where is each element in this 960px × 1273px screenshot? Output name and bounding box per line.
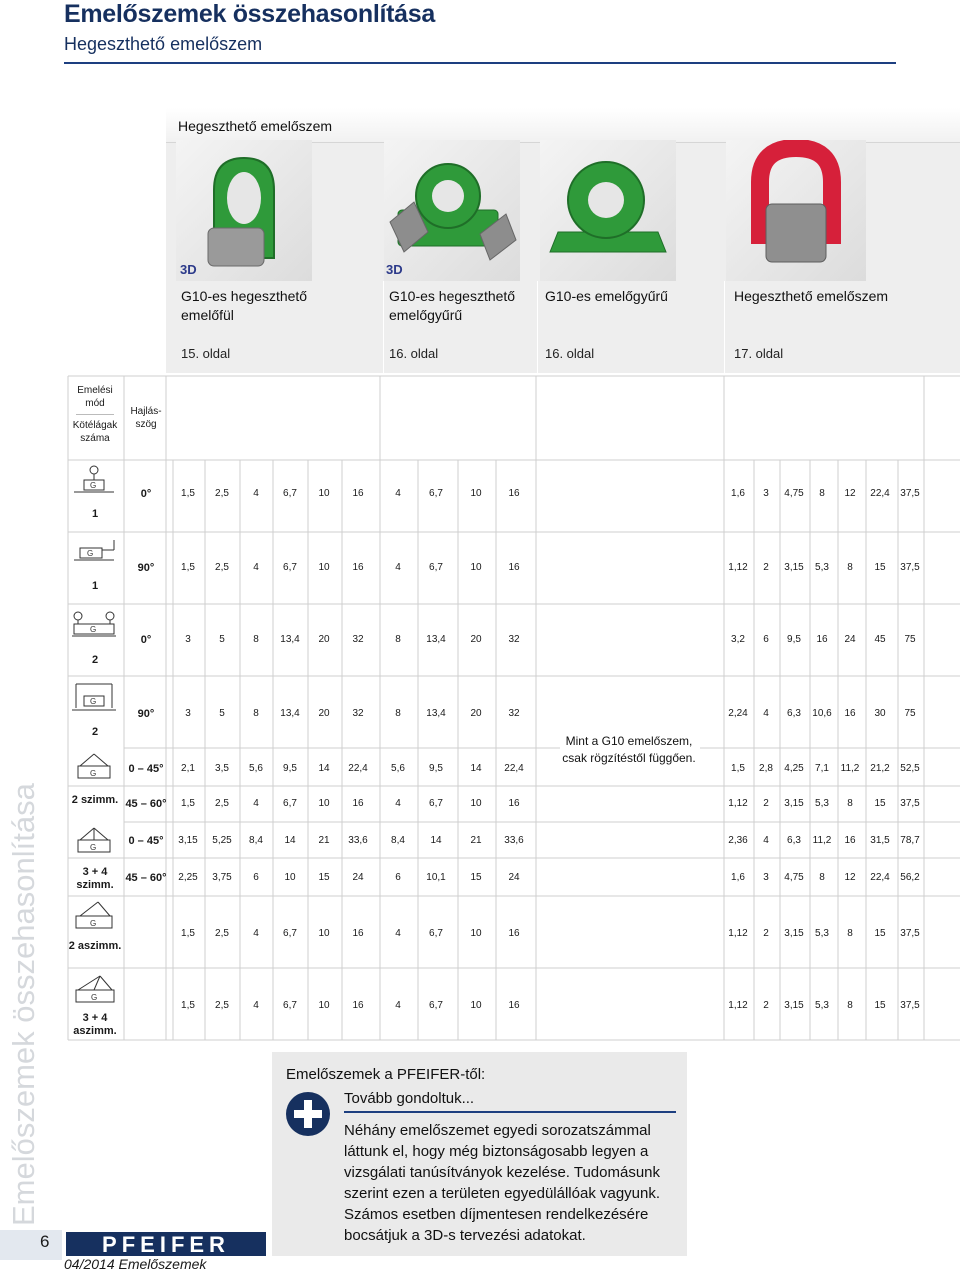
table-cell: 21 xyxy=(318,835,330,846)
table-cell: 15 xyxy=(470,872,482,883)
table-cell: 5,3 xyxy=(815,928,829,939)
table-cell: 16 xyxy=(816,634,828,645)
leg-count: 2 xyxy=(91,654,99,666)
table-cell: 1,12 xyxy=(728,798,748,809)
sling-diagram-single-side xyxy=(70,536,122,584)
table-cell: 16 xyxy=(844,708,856,719)
table-cell: 10 xyxy=(470,562,482,573)
table-cell: 16 xyxy=(508,562,520,573)
side-title: Emelőszemek összehasonlítása xyxy=(6,783,41,1226)
table-cell: 15 xyxy=(874,928,886,939)
table-cell: 31,5 xyxy=(870,835,890,846)
angle-value: 0° xyxy=(140,634,152,646)
svg-text:G: G xyxy=(90,919,97,928)
promo-subtitle: Tovább gondoltuk... xyxy=(344,1090,475,1107)
table-cell: 6,7 xyxy=(283,928,297,939)
product-name-3: G10-es emelőgyűrű xyxy=(545,288,668,304)
table-cell: 8,4 xyxy=(391,835,405,846)
table-cell: 10 xyxy=(318,798,330,809)
table-cell: 8 xyxy=(395,634,401,645)
table-cell: 24 xyxy=(508,872,520,883)
table-cell: 45 xyxy=(874,634,886,645)
angle-value: 45 – 60° xyxy=(125,798,167,810)
table-cell: 22,4 xyxy=(504,763,524,774)
page-number-box xyxy=(0,1230,62,1260)
table-cell: 4 xyxy=(395,928,401,939)
table-cell: 16 xyxy=(352,928,364,939)
table-cell: 4 xyxy=(253,928,259,939)
promo-text: Néhány emelőszemet egyedi sorozatszámmal láttunk el, hogy még biztonságosabb legyen a vizsgálati tanúsítványok kezelése. Tudomásunk szerint ezen a területen egyedülállóak vagyunk. Számos esetben díjmentesen rendelkezésére bocsátjuk a 3D-s tervezési adatokat. xyxy=(344,1122,661,1244)
table-cell: 1,5 xyxy=(181,1000,195,1011)
table-cell: 1,12 xyxy=(728,562,748,573)
g10-note: Mint a G10 emelőszem, csak rögzítéstől függően. xyxy=(562,734,696,765)
table-cell: 2,5 xyxy=(215,798,229,809)
table-cell: 2 xyxy=(763,798,769,809)
sling-diagram-double-side xyxy=(70,678,122,726)
table-cell: 8 xyxy=(819,872,825,883)
table-cell: 10 xyxy=(318,928,330,939)
table-cell: 6,7 xyxy=(283,798,297,809)
table-cell: 2,25 xyxy=(178,872,198,883)
table-cell: 32 xyxy=(352,634,364,645)
table-cell: 5,25 xyxy=(212,835,232,846)
table-cell: 2,5 xyxy=(215,562,229,573)
table-cell: 37,5 xyxy=(900,1000,920,1011)
table-cell: 11,2 xyxy=(840,763,860,774)
table-cell: 2,36 xyxy=(728,835,748,846)
table-cell: 4 xyxy=(253,488,259,499)
svg-text:G: G xyxy=(87,549,94,558)
table-cell: 8 xyxy=(847,798,853,809)
table-cell: 1,12 xyxy=(728,1000,748,1011)
table-cell: 10 xyxy=(470,928,482,939)
table-cell: 7,1 xyxy=(815,763,829,774)
product-page-1[interactable]: 15. oldal xyxy=(181,346,231,361)
table-cell: 8 xyxy=(253,634,259,645)
table-cell: 37,5 xyxy=(900,798,920,809)
table-cell: 16 xyxy=(352,488,364,499)
table-cell: 16 xyxy=(508,1000,520,1011)
table-cell: 3,15 xyxy=(784,1000,804,1011)
table-cell: 15 xyxy=(318,872,330,883)
product-page-3[interactable]: 16. oldal xyxy=(545,346,595,361)
table-cell: 6,3 xyxy=(787,708,801,719)
table-cell: 2,8 xyxy=(759,763,773,774)
sling-diagram-single-vertical xyxy=(70,462,122,510)
table-cell: 6,7 xyxy=(283,1000,297,1011)
table-cell: 22,4 xyxy=(870,488,890,499)
table-cell: 1,5 xyxy=(181,928,195,939)
table-cell: 16 xyxy=(508,488,520,499)
table-cell: 13,4 xyxy=(280,634,300,645)
table-cell: 37,5 xyxy=(900,488,920,499)
table-cell: 22,4 xyxy=(870,872,890,883)
table-cell: 5,6 xyxy=(249,763,263,774)
product-page-4[interactable]: 17. oldal xyxy=(734,346,784,361)
product-name-4: Hegeszthető emelőszem xyxy=(734,288,889,304)
table-cell: 5 xyxy=(219,708,225,719)
table-cell: 6,7 xyxy=(429,928,443,939)
table-cell: 8 xyxy=(847,928,853,939)
svg-text:G: G xyxy=(90,481,97,490)
table-cell: 8 xyxy=(847,562,853,573)
table-cell: 6 xyxy=(763,634,769,645)
svg-text:G: G xyxy=(90,625,97,634)
sling-diagram-multi-angled xyxy=(70,822,122,870)
table-cell: 4 xyxy=(763,708,769,719)
leg-count: 2 aszimm. xyxy=(68,940,122,952)
table-cell: 30 xyxy=(874,708,886,719)
table-cell: 2 xyxy=(763,1000,769,1011)
table-cell: 20 xyxy=(470,708,482,719)
table-cell: 10,6 xyxy=(812,708,832,719)
table-cell: 78,7 xyxy=(900,835,920,846)
table-cell: 2,1 xyxy=(181,763,195,774)
table-cell: 10 xyxy=(318,488,330,499)
page-subtitle: Hegeszthető emelőszem xyxy=(64,34,263,54)
plus-icon xyxy=(284,1090,332,1138)
table-cell: 33,6 xyxy=(504,835,524,846)
table-cell: 4,25 xyxy=(784,763,804,774)
leg-count: 2 szimm. xyxy=(71,794,119,806)
table-cell: 8,4 xyxy=(249,835,263,846)
leg-count: 2 xyxy=(91,726,99,738)
table-cell: 1,12 xyxy=(728,928,748,939)
table-cell: 20 xyxy=(318,634,330,645)
table-cell: 14 xyxy=(430,835,442,846)
table-cell: 12 xyxy=(844,872,856,883)
table-cell: 6,7 xyxy=(283,488,297,499)
table-cell: 4,75 xyxy=(784,488,804,499)
table-cell: 10 xyxy=(318,1000,330,1011)
svg-text:PFEIFER: PFEIFER xyxy=(102,1232,230,1256)
table-cell: 13,4 xyxy=(426,634,446,645)
angle-value: 0 – 45° xyxy=(128,835,164,847)
table-cell: 14 xyxy=(284,835,296,846)
table-cell: 10 xyxy=(470,1000,482,1011)
page-title: Emelőszemek összehasonlítása xyxy=(64,0,435,28)
pfeifer-logo xyxy=(66,1232,266,1256)
table-cell: 2 xyxy=(763,928,769,939)
table-cell: 1,5 xyxy=(731,763,745,774)
angle-value: 0° xyxy=(140,488,152,500)
table-cell: 4 xyxy=(253,798,259,809)
table-cell: 4 xyxy=(253,1000,259,1011)
table-cell: 4,75 xyxy=(784,872,804,883)
svg-text:G: G xyxy=(90,843,97,852)
table-cell: 6,7 xyxy=(429,798,443,809)
table-cell: 9,5 xyxy=(787,634,801,645)
table-cell: 6 xyxy=(253,872,259,883)
table-cell: 9,5 xyxy=(429,763,443,774)
table-cell: 3,15 xyxy=(178,835,198,846)
table-cell: 3,15 xyxy=(784,928,804,939)
table-cell: 24 xyxy=(352,872,364,883)
table-cell: 16 xyxy=(508,798,520,809)
table-cell: 3 xyxy=(763,872,769,883)
table-cell: 12 xyxy=(844,488,856,499)
table-cell: 37,5 xyxy=(900,562,920,573)
table-cell: 3 xyxy=(185,708,191,719)
table-cell: 4 xyxy=(763,835,769,846)
sling-diagram-double-asym xyxy=(70,898,122,946)
table-cell: 1,5 xyxy=(181,798,195,809)
table-cell: 33,6 xyxy=(348,835,368,846)
promo-rule xyxy=(344,1111,676,1113)
table-cell: 6,7 xyxy=(283,562,297,573)
table-cell: 4 xyxy=(395,562,401,573)
table-cell: 3,5 xyxy=(215,763,229,774)
table-cell: 6,7 xyxy=(429,1000,443,1011)
table-cell: 16 xyxy=(508,928,520,939)
header-angle: Hajlás-szög xyxy=(130,406,162,430)
table-cell: 1,5 xyxy=(181,488,195,499)
table-cell: 10,1 xyxy=(426,872,446,883)
table-cell: 13,4 xyxy=(280,708,300,719)
svg-text:G: G xyxy=(90,697,97,706)
leg-count: 1 xyxy=(91,508,99,520)
product-name-2: G10-es hegeszthető emelőgyűrű xyxy=(389,288,516,323)
table-cell: 14 xyxy=(470,763,482,774)
table-cell: 3,2 xyxy=(731,634,745,645)
table-cell: 2,5 xyxy=(215,928,229,939)
table-cell: 3 xyxy=(763,488,769,499)
table-cell: 6,3 xyxy=(787,835,801,846)
table-cell: 16 xyxy=(352,1000,364,1011)
table-cell: 10 xyxy=(284,872,296,883)
table-cell: 2,5 xyxy=(215,1000,229,1011)
leg-count: 3 + 4 aszimm. xyxy=(73,1012,117,1037)
table-cell: 20 xyxy=(470,634,482,645)
table-cell: 2 xyxy=(763,562,769,573)
table-cell: 15 xyxy=(874,562,886,573)
table-cell: 22,4 xyxy=(348,763,368,774)
table-cell: 37,5 xyxy=(900,928,920,939)
table-cell: 10 xyxy=(318,562,330,573)
leg-count: 1 xyxy=(91,580,99,592)
table-cell: 3,15 xyxy=(784,798,804,809)
page-number: 6 xyxy=(40,1232,50,1251)
table-cell: 8 xyxy=(847,1000,853,1011)
angle-value: 0 – 45° xyxy=(128,763,164,775)
table-cell: 9,5 xyxy=(283,763,297,774)
table-cell: 3 xyxy=(185,634,191,645)
table-cell: 32 xyxy=(508,634,520,645)
table-cell: 16 xyxy=(352,798,364,809)
table-cell: 1,6 xyxy=(731,872,745,883)
sling-diagram-double-vertical xyxy=(70,606,122,654)
table-cell: 13,4 xyxy=(426,708,446,719)
table-cell: 8 xyxy=(253,708,259,719)
table-cell: 6 xyxy=(395,872,401,883)
table-cell: 11,2 xyxy=(812,835,832,846)
svg-text:G: G xyxy=(90,769,97,778)
table-cell: 3,75 xyxy=(212,872,232,883)
product-header-label: Hegeszthető emelőszem xyxy=(178,118,333,134)
product-page-2[interactable]: 16. oldal xyxy=(389,346,439,361)
svg-text:G: G xyxy=(91,993,98,1002)
table-cell: 4 xyxy=(395,488,401,499)
product-name-1: G10-es hegeszthető emelőfül xyxy=(181,288,308,323)
table-cell: 2,24 xyxy=(728,708,748,719)
table-cell: 16 xyxy=(352,562,364,573)
table-cell: 5,3 xyxy=(815,562,829,573)
table-cell: 4 xyxy=(395,1000,401,1011)
table-cell: 75 xyxy=(904,634,916,645)
table-cell: 5,6 xyxy=(391,763,405,774)
table-cell: 5 xyxy=(219,634,225,645)
3d-badge: 3D xyxy=(180,262,197,277)
table-cell: 20 xyxy=(318,708,330,719)
angle-value: 90° xyxy=(137,562,155,574)
table-cell: 5,3 xyxy=(815,1000,829,1011)
table-cell: 15 xyxy=(874,1000,886,1011)
table-cell: 2,5 xyxy=(215,488,229,499)
table-cell: 6,7 xyxy=(429,488,443,499)
table-cell: 56,2 xyxy=(900,872,920,883)
table-cell: 8 xyxy=(395,708,401,719)
table-cell: 52,5 xyxy=(900,763,920,774)
sling-diagram-double-angled xyxy=(70,750,122,798)
table-cell: 1,6 xyxy=(731,488,745,499)
table-cell: 32 xyxy=(508,708,520,719)
table-cell: 6,7 xyxy=(429,562,443,573)
table-cell: 5,3 xyxy=(815,798,829,809)
table-cell: 1,5 xyxy=(181,562,195,573)
table-cell: 14 xyxy=(318,763,330,774)
table-cell: 75 xyxy=(904,708,916,719)
table-cell: 21,2 xyxy=(870,763,890,774)
promo-title: Emelőszemek a PFEIFER-től: xyxy=(286,1066,486,1083)
angle-value: 45 – 60° xyxy=(125,872,167,884)
table-cell: 15 xyxy=(874,798,886,809)
table-cell: 32 xyxy=(352,708,364,719)
table-cell: 24 xyxy=(844,634,856,645)
table-cell: 8 xyxy=(819,488,825,499)
angle-value: 90° xyxy=(137,708,155,720)
table-cell: 4 xyxy=(253,562,259,573)
header-lifting-mode: Emelési mód Kötélágak száma xyxy=(72,385,118,444)
table-cell: 10 xyxy=(470,488,482,499)
table-cell: 4 xyxy=(395,798,401,809)
table-cell: 21 xyxy=(470,835,482,846)
footer-text: 04/2014 Emelőszemek xyxy=(64,1256,207,1272)
table-cell: 16 xyxy=(844,835,856,846)
table-cell: 3,15 xyxy=(784,562,804,573)
leg-count: 3 + 4 szimm. xyxy=(76,866,114,891)
table-cell: 10 xyxy=(470,798,482,809)
3d-badge: 3D xyxy=(386,262,403,277)
